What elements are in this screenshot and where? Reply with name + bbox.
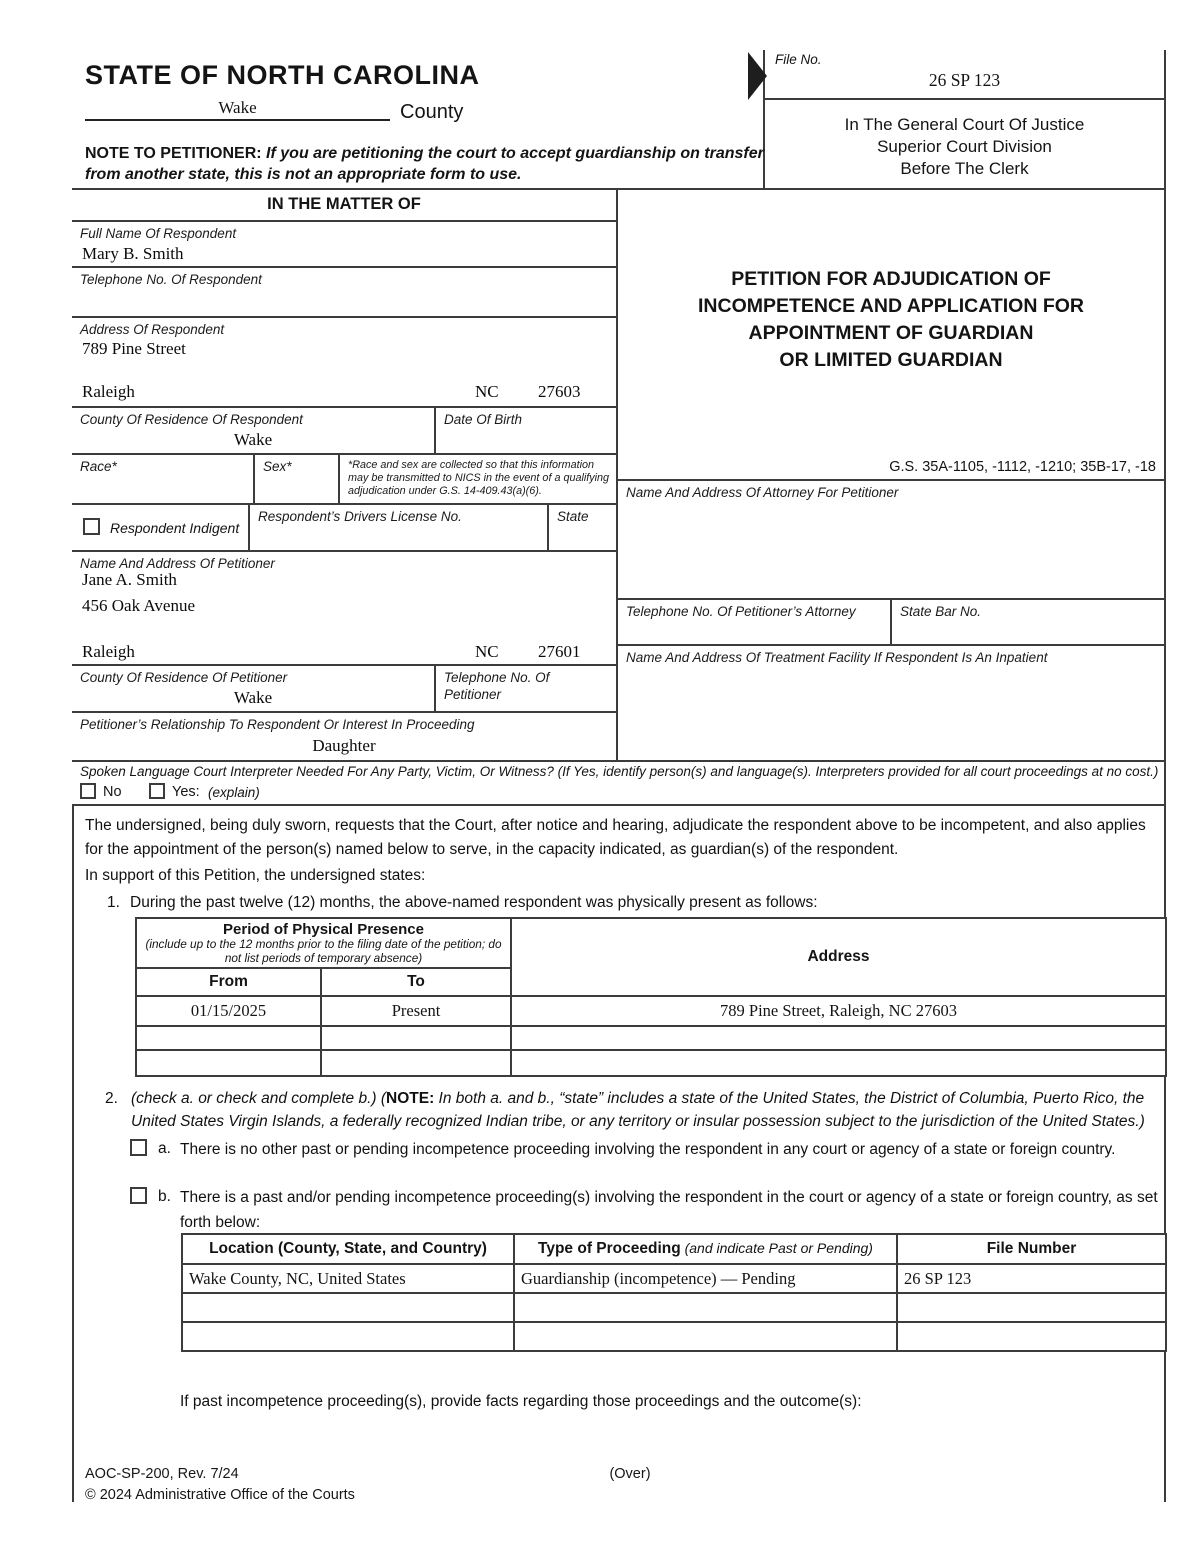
file-no-box <box>765 50 1166 100</box>
case-title <box>628 266 1154 374</box>
item2-note-text: In both a. and b., “state” includes a state of the United States, the District of Columbia, Puerto Rico, the United States Virgin Islands, a federally recognized Indian tribe, or any territory or insular possession subject to the jurisdiction of the United States.) <box>131 1090 1145 1130</box>
statute-citation: G.S. 35A-1105, -1112, -1210; 35B-17, -18 <box>889 459 1156 475</box>
petitioner-name-address-label: Name And Address Of Petitioner <box>80 556 275 571</box>
court-line-2: Superior Court Division <box>877 137 1052 156</box>
table-row <box>182 1264 1166 1293</box>
petitioner-street-value[interactable]: 456 Oak Avenue <box>82 596 195 615</box>
drivers-license-label: Respondent’s Drivers License No. <box>258 509 462 524</box>
table-row <box>136 1026 1166 1050</box>
court-lines <box>765 114 1164 180</box>
respondent-zip-value[interactable]: 27603 <box>538 382 581 401</box>
respondent-address-cell <box>72 318 618 408</box>
respondent-indigent-checkbox[interactable] <box>83 518 100 535</box>
interpreter-explain-label: (explain) <box>208 785 260 800</box>
note-bold: NOTE TO PETITIONER: <box>85 145 262 162</box>
respondent-indigent-label: Respondent Indigent <box>110 520 240 536</box>
respondent-dob-cell[interactable] <box>436 408 618 455</box>
note-to-petitioner <box>85 143 767 185</box>
respondent-county-cell <box>72 408 436 455</box>
over-label: (Over) <box>609 1466 651 1482</box>
court-line-3: Before The Clerk <box>900 159 1029 178</box>
file-no-value[interactable]: 26 SP 123 <box>928 70 1001 90</box>
item1-text: During the past twelve (12) months, the above-named respondent was physically present as follows: <box>130 894 818 911</box>
petitioner-telephone-label: Telephone No. Of Petitioner <box>444 670 550 702</box>
petitioner-name-value[interactable]: Jane A. Smith <box>82 570 177 589</box>
header-box <box>72 50 765 190</box>
item2b-text: There is a past and/or pending incompetence proceeding(s) involving the respondent in the court or agency of a state or foreign country, as set forth below: <box>180 1189 1158 1231</box>
attorney-phone-cell[interactable] <box>618 600 892 646</box>
respondent-telephone-cell[interactable] <box>72 268 618 318</box>
petitioner-county-cell <box>72 666 436 713</box>
relationship-label: Petitioner’s Relationship To Respondent Or Interest In Proceeding <box>80 717 475 732</box>
petitioner-county-label: County Of Residence Of Petitioner <box>80 670 288 685</box>
proceeding-type-value[interactable] <box>514 1322 897 1351</box>
presence-from-value[interactable] <box>136 1026 321 1050</box>
presence-header-note: (include up to the 12 months prior to the filing date of the petition; do not list periods of temporary absence) <box>145 937 502 965</box>
item2-note-label: NOTE: <box>386 1090 435 1107</box>
interpreter-question: Spoken Language Court Interpreter Needed For Any Party, Victim, Or Witness? (If Yes, identify person(s) and language(s). Interpreters provided for all court proceedings at no cost.) <box>80 764 1159 779</box>
court-line-1: In The General Court Of Justice <box>844 115 1085 134</box>
proceeding-type-value[interactable] <box>514 1293 897 1322</box>
state-bar-cell[interactable] <box>892 600 1166 646</box>
in-the-matter-of-cell <box>72 190 618 222</box>
table-row <box>136 1050 1166 1076</box>
item2b-letter: b. <box>158 1188 171 1205</box>
relationship-value[interactable]: Daughter <box>312 736 376 755</box>
case-title-line-3: APPOINTMENT OF GUARDIAN <box>748 322 1034 344</box>
proceeding-file-value[interactable] <box>897 1293 1166 1322</box>
presence-to-value[interactable]: Present <box>321 996 511 1026</box>
respondent-county-label: County Of Residence Of Respondent <box>80 412 303 427</box>
file-number-column-header: File Number <box>897 1234 1166 1264</box>
proceeding-location-value[interactable]: Wake County, NC, United States <box>182 1264 514 1293</box>
item2-number: 2. <box>105 1090 118 1107</box>
petitioner-telephone-cell[interactable] <box>436 666 618 713</box>
presence-header-title: Period of Physical Presence <box>223 921 424 938</box>
relationship-cell <box>72 713 618 762</box>
respondent-street-value[interactable]: 789 Pine Street <box>82 339 186 358</box>
table-row <box>136 996 1166 1026</box>
race-note-text: *Race and sex are collected so that this information may be transmitted to NICS in the event of a qualifying adjudication under G.S. 14-409.43(a)(6). <box>348 459 610 497</box>
interpreter-no-checkbox[interactable] <box>80 783 96 799</box>
proceeding-location-value[interactable] <box>182 1322 514 1351</box>
frame-left-border-lower <box>72 806 74 1502</box>
respondent-county-value[interactable]: Wake <box>233 430 273 449</box>
interpreter-no-label: No <box>103 784 122 800</box>
respondent-name-value[interactable]: Mary B. Smith <box>82 244 184 263</box>
item2a-letter: a. <box>158 1140 171 1157</box>
to-column-header: To <box>321 968 511 996</box>
form-number: AOC-SP-200, Rev. 7/24 <box>85 1466 239 1482</box>
file-no-label: File No. <box>775 52 822 67</box>
item2-intro: (check a. or check and complete b.) ( <box>131 1090 387 1107</box>
respondent-dob-label: Date Of Birth <box>444 412 523 427</box>
proceeding-type-value[interactable]: Guardianship (incompetence) — Pending <box>514 1264 897 1293</box>
case-title-line-1: PETITION FOR ADJUDICATION OF <box>731 268 1051 290</box>
type-header-bold: Type of Proceeding <box>538 1240 681 1257</box>
file-no-arrow-icon <box>748 52 767 100</box>
petitioner-name-address-cell <box>72 552 618 666</box>
county-label: County <box>400 101 464 123</box>
presence-address-value[interactable] <box>511 1050 1166 1076</box>
petitioner-city-value[interactable]: Raleigh <box>82 642 135 661</box>
type-column-header <box>514 1234 897 1264</box>
petitioner-state-value[interactable]: NC <box>475 642 499 661</box>
attorney-label: Name And Address Of Attorney For Petitioner <box>626 485 899 500</box>
state-title: STATE OF NORTH CAROLINA <box>85 60 480 90</box>
location-column-header: Location (County, State, and Country) <box>182 1234 514 1264</box>
petitioner-zip-value[interactable]: 27601 <box>538 642 581 661</box>
county-input[interactable]: Wake <box>85 98 390 121</box>
case-title-cell <box>618 190 1166 481</box>
attorney-cell[interactable] <box>618 481 1166 600</box>
item2-text <box>131 1087 1163 1133</box>
note-text: If you are petitioning the court to accept guardianship on transfer from another state, this is not an appropriate form to use. <box>85 145 764 183</box>
proceeding-file-value[interactable]: 26 SP 123 <box>897 1264 1166 1293</box>
respondent-name-cell <box>72 222 618 268</box>
presence-address-value[interactable] <box>511 1026 1166 1050</box>
treatment-facility-label: Name And Address Of Treatment Facility If Respondent Is An Inpatient <box>626 650 1048 665</box>
respondent-city-value[interactable]: Raleigh <box>82 382 135 401</box>
item2b-checkbox[interactable] <box>130 1187 147 1204</box>
race-cell[interactable] <box>72 455 255 505</box>
item2a-checkbox[interactable] <box>130 1139 147 1156</box>
table-row <box>182 1293 1166 1322</box>
respondent-name-label: Full Name Of Respondent <box>80 226 237 241</box>
presence-header-cell <box>136 918 511 968</box>
presence-table <box>135 917 1167 1077</box>
presence-to-value[interactable] <box>321 1026 511 1050</box>
proceeding-location-value[interactable] <box>182 1293 514 1322</box>
respondent-state-value[interactable]: NC <box>475 382 499 401</box>
attorney-phone-label: Telephone No. Of Petitioner’s Attorney <box>626 604 856 619</box>
petitioner-county-value[interactable]: Wake <box>233 688 273 707</box>
respondent-indigent-cell <box>72 505 250 552</box>
presence-address-value[interactable]: 789 Pine Street, Raleigh, NC 27603 <box>511 996 1166 1026</box>
race-note-cell <box>340 455 618 505</box>
from-column-header: From <box>136 968 321 996</box>
respondent-address-label: Address Of Respondent <box>80 322 225 337</box>
sex-label: Sex* <box>263 459 292 474</box>
drivers-license-cell[interactable] <box>250 505 549 552</box>
oath-paragraph: The undersigned, being duly sworn, requests that the Court, after notice and hearing, adjudicate the respondent above to be incompetent, and also applies for the appointment of the person(s) named below to serve, in the capacity indicated, as guardian(s) of the respondent. <box>85 817 1146 858</box>
case-title-line-4: OR LIMITED GUARDIAN <box>779 349 1003 371</box>
respondent-telephone-label: Telephone No. Of Respondent <box>80 272 262 287</box>
table-row <box>182 1322 1166 1351</box>
in-the-matter-of-title: IN THE MATTER OF <box>267 195 421 213</box>
state-bar-label: State Bar No. <box>900 604 982 619</box>
support-line: In support of this Petition, the undersigned states: <box>85 867 426 884</box>
treatment-facility-cell[interactable] <box>618 646 1166 762</box>
item2a-text: There is no other past or pending incompetence proceeding involving the respondent in any court or agency of a state or foreign country. <box>180 1141 1116 1158</box>
presence-to-value[interactable] <box>321 1050 511 1076</box>
license-state-cell[interactable] <box>549 505 618 552</box>
interpreter-yes-checkbox[interactable] <box>149 783 165 799</box>
past-proceedings-note: If past incompetence proceeding(s), provide facts regarding those proceedings and the outcome(s): <box>180 1393 862 1410</box>
interpreter-yes-label: Yes: <box>172 784 200 800</box>
proceedings-table <box>181 1233 1167 1352</box>
item1-number: 1. <box>107 894 120 911</box>
presence-from-value[interactable] <box>136 1050 321 1076</box>
type-header-italic: (and indicate Past or Pending) <box>680 1240 873 1256</box>
county-row <box>85 98 463 121</box>
case-title-line-2: INCOMPETENCE AND APPLICATION FOR <box>697 295 1085 317</box>
license-state-label: State <box>557 509 589 524</box>
interpreter-row <box>72 762 1166 806</box>
copyright: © 2024 Administrative Office of the Courts <box>85 1487 355 1503</box>
race-label: Race* <box>80 459 117 474</box>
presence-from-value[interactable]: 01/15/2025 <box>136 996 321 1026</box>
sex-cell[interactable] <box>255 455 340 505</box>
court-box <box>765 100 1166 190</box>
address-column-header: Address <box>511 918 1166 996</box>
proceeding-file-value[interactable] <box>897 1322 1166 1351</box>
